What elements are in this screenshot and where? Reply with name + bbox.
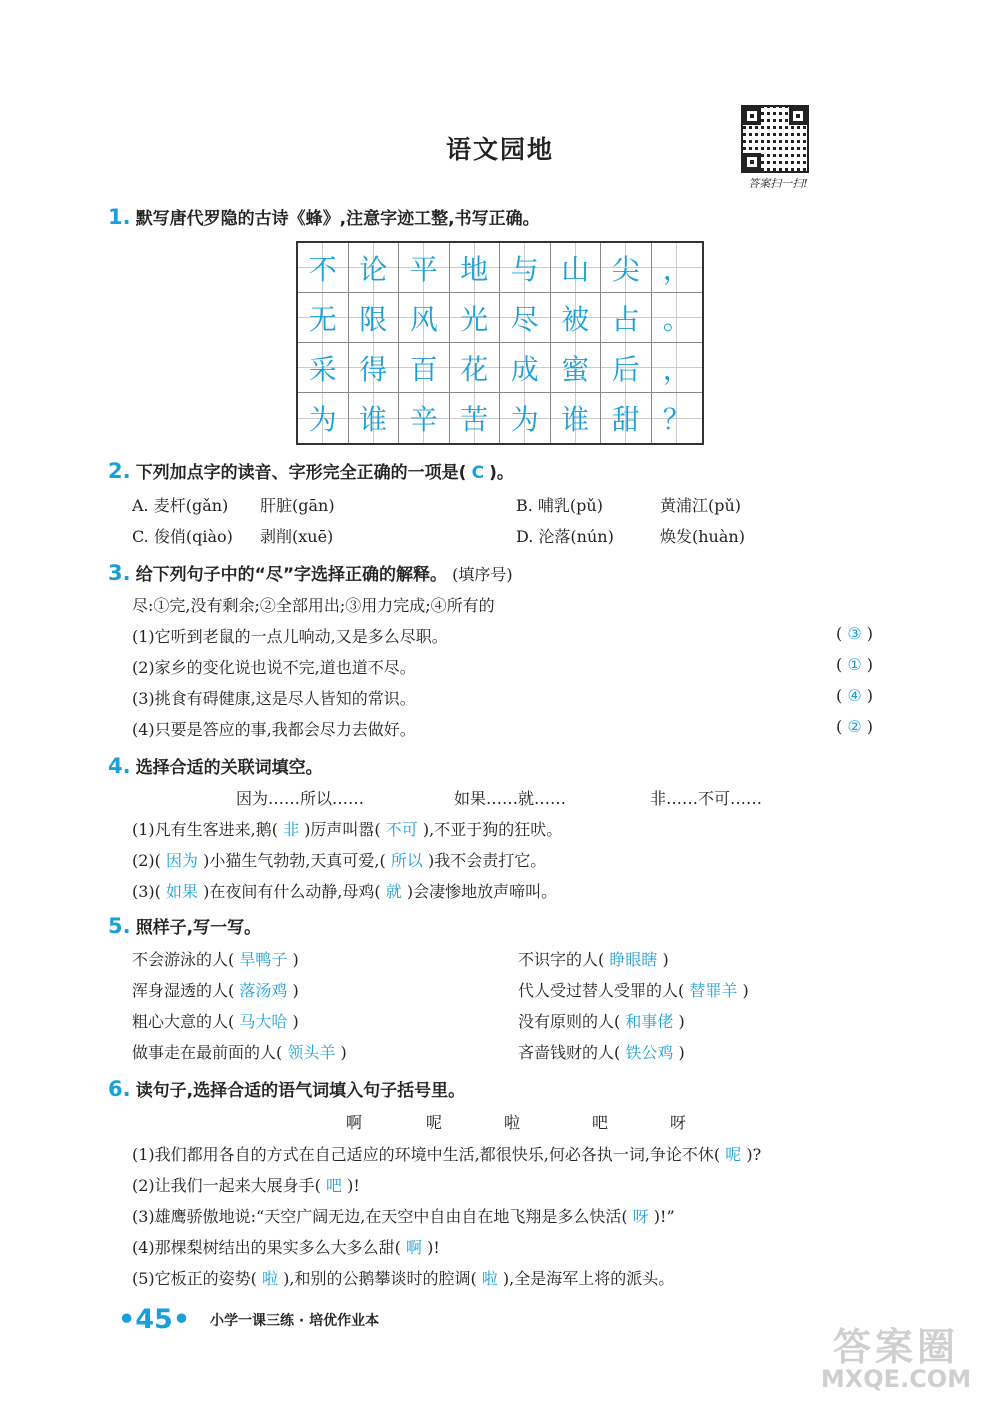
answer-blank: 所以 (385, 851, 428, 870)
grid-cell (500, 393, 551, 443)
question-1 (108, 204, 540, 229)
sentence-text: )! (347, 1176, 360, 1195)
grid-cell (601, 343, 652, 393)
grid-cell (652, 293, 703, 343)
watermark-line1: 答案圈 (832, 1325, 959, 1369)
sentence-text: (1)它听到老鼠的一点儿响动,又是多么尽职。 (132, 627, 448, 646)
qr-caption: 答案扫一扫! (748, 177, 808, 190)
answer-line (132, 978, 299, 1001)
sentence-text: (5)它板正的姿势( (132, 1269, 257, 1288)
grid-cell (298, 393, 349, 443)
grid-cell (450, 243, 501, 293)
grid-char: 无 (308, 302, 337, 336)
grid-char: ， (662, 352, 691, 386)
grid-char: ， (662, 252, 691, 286)
answer-line (518, 1009, 685, 1032)
sentence-text: )小猫生气勃勃,天真可爱,( (203, 851, 386, 870)
answer-paren (836, 624, 896, 643)
answer-blank: 呀 (627, 1207, 654, 1226)
sentence-line (132, 1235, 440, 1258)
question-number: 1. (108, 205, 131, 229)
grid-cell (601, 243, 652, 293)
grid-cell (551, 393, 602, 443)
question-number: 4. (108, 754, 131, 778)
grid-cell (500, 293, 551, 343)
answer-line (132, 1040, 347, 1063)
option-item: 剥削(xuē) (260, 527, 334, 546)
prompt-text: 不识字的人( (518, 950, 605, 969)
sentence-line (132, 1173, 360, 1196)
question-2 (108, 458, 514, 483)
sentence-line (132, 848, 546, 871)
sentence-text: (1)凡有生客进来,鹅( (132, 820, 278, 839)
grid-char: 与 (510, 252, 539, 286)
grid-char: 采 (308, 352, 337, 386)
prompt-text: 代人受过替人受罪的人( (518, 981, 685, 1000)
option-item: 焕发(huàn) (660, 527, 745, 546)
answer-blank: 落汤鸡 (234, 981, 293, 1000)
grid-char: ？ (662, 403, 691, 436)
grid-char: 得 (359, 352, 388, 386)
question-number: 5. (108, 914, 131, 938)
answer-blank: 啦 (476, 1269, 503, 1288)
question-text: 给下列句子中的“尽”字选择正确的解释。 (135, 565, 448, 585)
word-choice: 呢 (426, 1113, 443, 1132)
option-item: A. 麦杆(gǎn) (132, 496, 229, 515)
prompt-text: 吝啬钱财的人( (518, 1043, 621, 1062)
grid-cell (298, 243, 349, 293)
paren-close: ) (861, 655, 873, 674)
sentence-text: ),全是海军上将的派头。 (502, 1269, 675, 1288)
prompt-text: 浑身湿透的人( (132, 981, 235, 1000)
answer-blank: 啊 (400, 1238, 428, 1257)
answer-blank: ② (847, 717, 862, 736)
answer-blank: C (471, 463, 485, 483)
grid-char: 谁 (561, 403, 590, 436)
answer-blank: 领头羊 (282, 1043, 341, 1062)
answer-blank: 马大哈 (234, 1012, 293, 1031)
answer-blank: 非 (278, 820, 305, 839)
grid-cell (601, 393, 652, 443)
sentence-line (132, 1266, 674, 1289)
page-number: •45• (118, 1304, 191, 1335)
grid-cell (349, 293, 400, 343)
answer-line (132, 947, 299, 970)
grid-cell (652, 343, 703, 393)
prompt-text: 不会游泳的人( (132, 950, 235, 969)
answer-blank: 旱鸭子 (234, 950, 293, 969)
grid-char: 论 (359, 252, 388, 286)
grid-char: 被 (561, 302, 590, 336)
paren-open: ( (836, 624, 848, 643)
definition-line: 尽:①完,没有剩余;②全部用出;③用力完成;④所有的 (132, 596, 495, 615)
paren-close: ) (292, 950, 299, 969)
sentence-text: )? (746, 1145, 762, 1164)
grid-char: 不 (308, 252, 337, 286)
word-choice: 如果……就…… (454, 789, 567, 808)
grid-char: 蜜 (561, 352, 590, 386)
prompt-text: 做事走在最前面的人( (132, 1043, 283, 1062)
watermark-line2: MXQE.COM (820, 1365, 972, 1393)
paren-close: ) (861, 686, 873, 705)
option-item: B. 哺乳(pǔ) (516, 496, 603, 515)
answer-blank: 替罪羊 (684, 981, 743, 1000)
page-number-value: 45 (135, 1304, 173, 1335)
sentence-line (132, 817, 562, 840)
word-choice: 啦 (504, 1113, 521, 1132)
grid-char: 尖 (611, 252, 640, 286)
question-text: 照样子,写一写。 (135, 918, 262, 938)
sentence-text: (3)雄鹰骄傲地说:“天空广阔无边,在天空中自由自在地飞翔是多么快活( (132, 1207, 628, 1226)
answer-blank: 吧 (320, 1176, 348, 1195)
grid-cell (349, 343, 400, 393)
answer-line (132, 1009, 299, 1032)
paren-open: ( (836, 717, 848, 736)
word-choice: 呀 (670, 1113, 687, 1132)
grid-char: 百 (409, 352, 438, 386)
answer-blank: 不可 (380, 820, 423, 839)
sentence-text: )会凄惨地放声啼叫。 (406, 882, 558, 901)
question-text: 读句子,选择合适的语气词填入句子括号里。 (135, 1081, 466, 1101)
sentence-text: (1)我们都用各自的方式在自己适应的环境中生活,都很快乐,何必各执一词,争论不休( (132, 1145, 721, 1164)
grid-cell (551, 243, 602, 293)
prompt-text: 粗心大意的人( (132, 1012, 235, 1031)
page-title: 语文园地 (445, 135, 554, 164)
sentence-text: (2)让我们一起来大展身手( (132, 1176, 321, 1195)
answer-blank: 因为 (160, 851, 204, 870)
answer-blank: 如果 (160, 882, 204, 901)
grid-cell (399, 343, 450, 393)
watermark-logo (806, 1316, 986, 1393)
question-number: 6. (108, 1077, 131, 1101)
paren-close: ) (678, 1012, 685, 1031)
grid-char: 地 (460, 252, 489, 286)
grid-char: 辛 (409, 403, 438, 436)
word-choice: 吧 (592, 1113, 609, 1132)
option-item: C. 俊俏(qiào) (132, 527, 233, 546)
paren-close: ) (340, 1043, 347, 1062)
sentence-text: (4)只要是答应的事,我都会尽力去做好。 (132, 720, 416, 739)
paren-close: ) (292, 1012, 299, 1031)
qr-code-icon[interactable] (741, 105, 809, 173)
paren-close: ) (678, 1043, 685, 1062)
grid-cell (298, 343, 349, 393)
answer-line (518, 978, 749, 1001)
answer-paren (836, 686, 896, 705)
grid-cell (500, 343, 551, 393)
paren-close: ) (861, 624, 873, 643)
word-choice: 因为……所以…… (236, 789, 365, 808)
grid-char: 限 (359, 302, 388, 336)
answer-blank: ① (847, 655, 862, 674)
sentence-text: ),和别的公鹅攀谈时的腔调( (283, 1269, 477, 1288)
book-title: 小学一课三练 · 培优作业本 (210, 1313, 380, 1329)
answer-blank: 就 (380, 882, 407, 901)
question-number: 3. (108, 561, 131, 585)
answer-blank: ④ (847, 686, 862, 705)
question-5 (108, 913, 261, 938)
paren-open: ( (836, 686, 848, 705)
grid-char: 为 (308, 403, 337, 436)
sentence-text: (4)那棵梨树结出的果实多么大多么甜( (132, 1238, 401, 1257)
answer-blank: 铁公鸡 (620, 1043, 679, 1062)
question-note: (填序号) (452, 565, 513, 584)
question-4 (108, 753, 323, 778)
grid-cell (551, 293, 602, 343)
poem-grid (296, 241, 704, 445)
sentence-text: )! (427, 1238, 440, 1257)
answer-blank: 睁眼瞎 (604, 950, 663, 969)
answer-paren (836, 655, 896, 674)
sentence-text: ),不亚于狗的狂吠。 (422, 820, 563, 839)
question-text-end: )。 (489, 463, 514, 483)
question-text: 下列加点字的读音、字形完全正确的一项是( (135, 463, 467, 483)
grid-cell (298, 293, 349, 343)
grid-char: 尽 (510, 302, 539, 336)
grid-char: 。 (662, 302, 691, 336)
option-item: 黄浦江(pǔ) (660, 496, 742, 515)
question-6 (108, 1076, 465, 1101)
answer-line (518, 1040, 685, 1063)
sentence-text: (3)( (132, 882, 161, 901)
paren-close: ) (742, 981, 749, 1000)
grid-char: 山 (561, 252, 590, 286)
sentence-text: )我不会责打它。 (427, 851, 547, 870)
answer-blank: 和事佬 (620, 1012, 679, 1031)
answer-blank: ③ (847, 624, 862, 643)
grid-cell (450, 293, 501, 343)
option-item: 肝脏(gān) (260, 496, 335, 515)
grid-cell (450, 343, 501, 393)
grid-cell (399, 293, 450, 343)
grid-cell (450, 393, 501, 443)
sentence-text: )厉声叫嚣( (304, 820, 381, 839)
paren-close: ) (662, 950, 669, 969)
sentence-text: (2)( (132, 851, 161, 870)
question-text: 默写唐代罗隐的古诗《蜂》,注意字迹工整,书写正确。 (135, 209, 540, 229)
sentence-line (132, 879, 557, 902)
prompt-text: 没有原则的人( (518, 1012, 621, 1031)
grid-cell (551, 343, 602, 393)
grid-char: 光 (460, 302, 489, 336)
grid-cell (652, 243, 703, 293)
sentence-text: (2)家乡的变化说也说不完,道也道不尽。 (132, 658, 416, 677)
sentence-line (132, 1142, 761, 1165)
grid-char: 占 (611, 302, 640, 336)
option-item: D. 沦落(nún) (516, 527, 614, 546)
grid-cell (500, 243, 551, 293)
grid-cell (349, 393, 400, 443)
paren-open: ( (836, 655, 848, 674)
answer-blank: 啦 (256, 1269, 284, 1288)
sentence-text: )!” (653, 1207, 675, 1226)
grid-char: 谁 (359, 403, 388, 436)
grid-char: 平 (409, 252, 438, 286)
word-choice: 非……不可…… (650, 789, 763, 808)
grid-char: 甜 (611, 403, 640, 436)
answer-paren (836, 717, 896, 736)
word-choice: 啊 (346, 1113, 363, 1132)
paren-close: ) (292, 981, 299, 1000)
grid-char: 为 (510, 403, 539, 436)
grid-char: 苦 (460, 403, 489, 436)
grid-char: 风 (409, 302, 438, 336)
grid-char: 成 (510, 352, 539, 386)
question-number: 2. (108, 459, 131, 483)
paren-close: ) (861, 717, 873, 736)
question-text: 选择合适的关联词填空。 (135, 758, 323, 778)
grid-cell (399, 243, 450, 293)
grid-cell (349, 243, 400, 293)
question-3 (108, 560, 513, 585)
grid-cell (601, 293, 652, 343)
answer-line (518, 947, 669, 970)
grid-char: 后 (611, 352, 640, 386)
sentence-line (132, 1204, 675, 1227)
grid-cell (399, 393, 450, 443)
sentence-text: )在夜间有什么动静,母鸡( (203, 882, 381, 901)
grid-cell (652, 393, 703, 443)
sentence-text: (3)挑食有碍健康,这是尽人皆知的常识。 (132, 689, 416, 708)
answer-blank: 呢 (720, 1145, 747, 1164)
grid-char: 花 (460, 352, 489, 386)
